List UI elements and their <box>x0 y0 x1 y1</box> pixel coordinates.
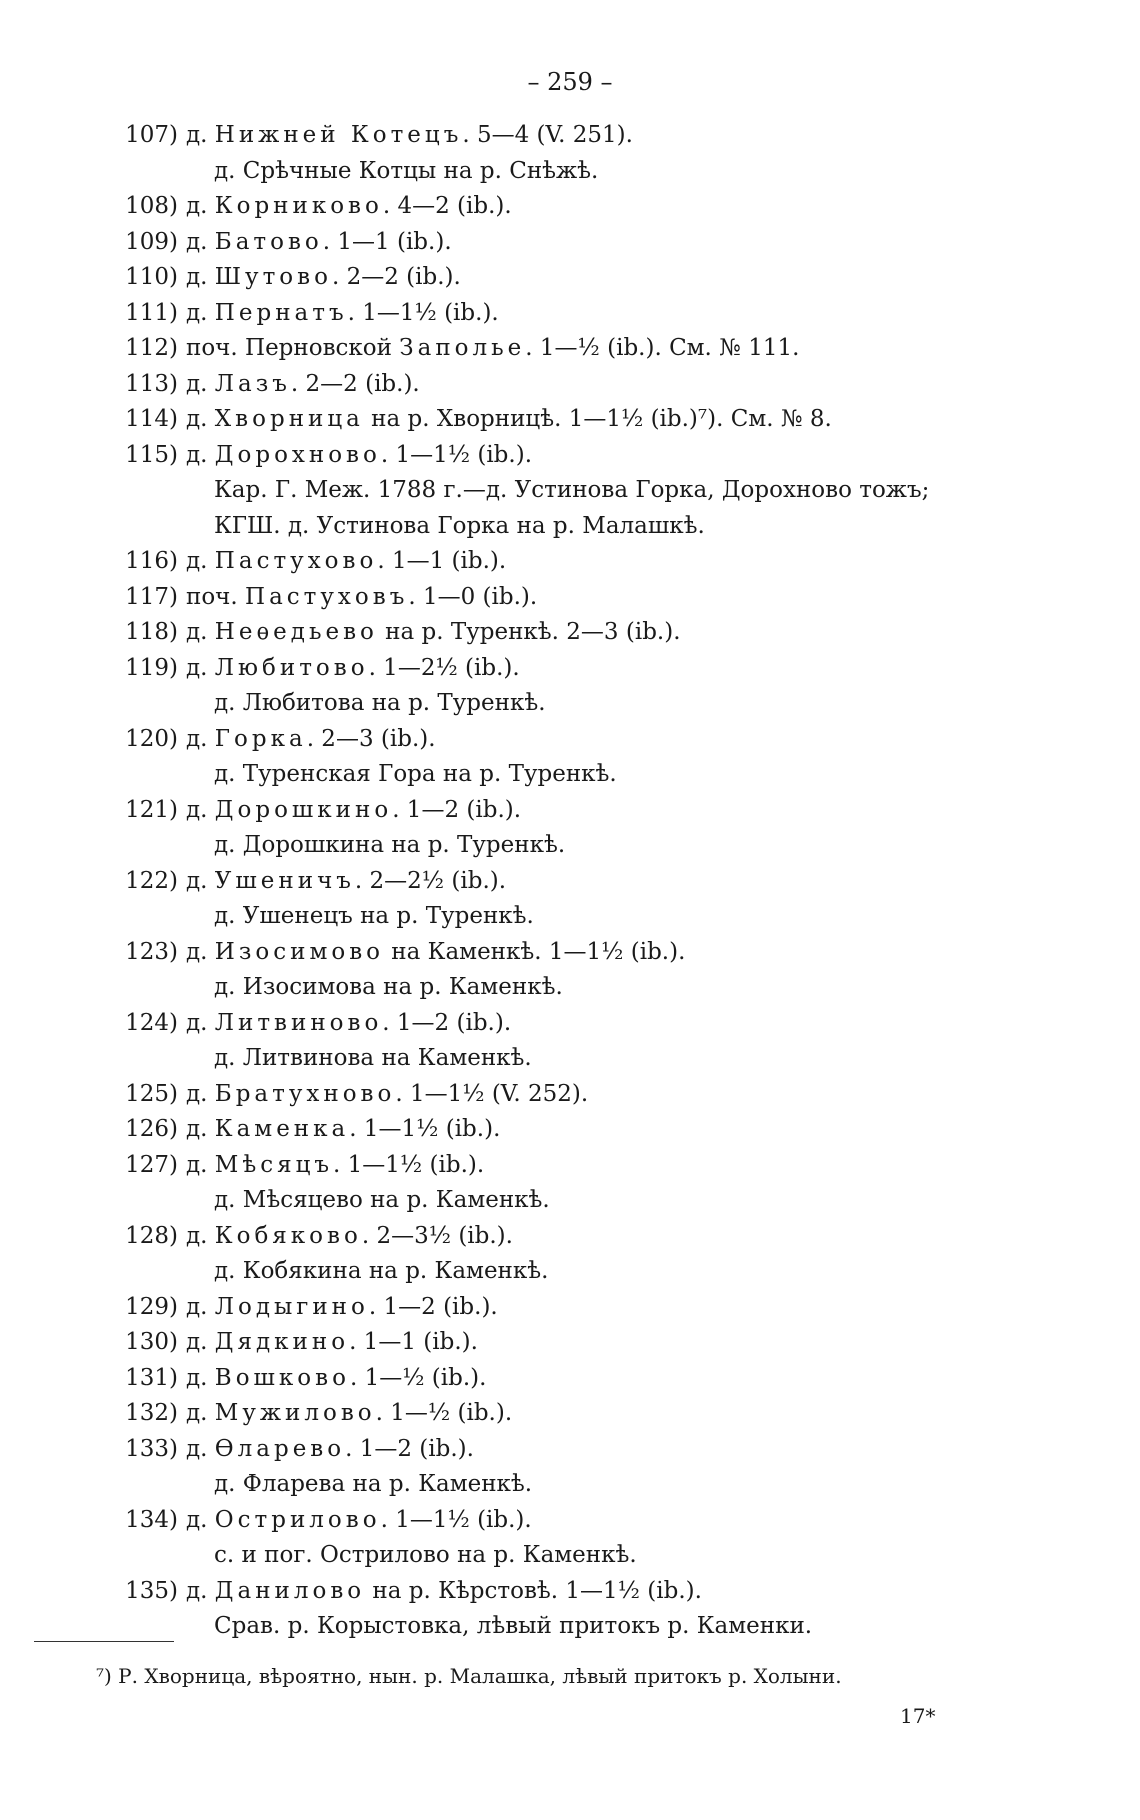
entry-place-name: Хворница <box>214 406 364 432</box>
entry-text <box>186 296 499 332</box>
entry-line <box>0 509 1140 545</box>
entry-number: 125) <box>125 1080 178 1107</box>
entry-text <box>186 1077 588 1113</box>
entry-text <box>186 260 461 296</box>
entry-line <box>0 1148 1140 1184</box>
entry-prefix: д. <box>186 299 215 326</box>
entry-line <box>0 757 1140 793</box>
entry-details: . 1—2 (ib.). <box>392 796 522 823</box>
entry-list <box>0 118 1140 1645</box>
entry-details: на р. Кѣрстовѣ. 1—1½ (ib.). <box>365 1577 702 1604</box>
entry-place-name: Пастухово <box>214 548 378 574</box>
entry-text <box>186 1325 478 1361</box>
entry-number: 132) <box>125 1400 178 1426</box>
entry-text <box>186 1503 532 1539</box>
entry-number: 129) <box>125 1293 178 1320</box>
entry-details: . 2—3 (ib.). <box>306 725 436 752</box>
entry-number: 121) <box>125 796 178 823</box>
entry-text <box>186 544 506 580</box>
entry-text <box>186 864 506 900</box>
entry-number: 119) <box>125 654 178 681</box>
entry-details: . 2—3½ (ib.). <box>361 1222 513 1249</box>
entry-details: . 1—½ (ib.). <box>375 1400 513 1426</box>
entry-prefix: поч. Перновской <box>186 335 400 361</box>
entry-number: 130) <box>125 1329 178 1355</box>
entry-text <box>186 189 512 225</box>
entry-prefix: д. <box>186 406 215 432</box>
entry-place-name: Корниково <box>214 193 383 219</box>
entry-text <box>214 1609 812 1645</box>
entry-number: 128) <box>125 1222 178 1249</box>
entry-prefix: д. <box>186 441 215 468</box>
entry-line <box>0 970 1140 1006</box>
entry-place-name: Изосимово <box>214 938 384 965</box>
entry-details: . 1—1½ (ib.). <box>333 1151 485 1178</box>
entry-place-name: Дядкино <box>214 1329 350 1355</box>
signature-mark: 17* <box>900 1704 936 1728</box>
entry-details: на р. Туренкѣ. 2—3 (ib.). <box>377 619 681 645</box>
entry-text <box>186 935 685 971</box>
entry-place-name: Острилово <box>214 1506 381 1533</box>
entry-text <box>186 1006 511 1042</box>
entry-line <box>0 1325 1140 1361</box>
entry-place-name: Лодыгино <box>214 1293 369 1320</box>
entry-line <box>0 1183 1140 1219</box>
entry-prefix: д. <box>186 1151 215 1178</box>
entry-details: с. и пог. Острилово на р. Каменкѣ. <box>214 1542 637 1568</box>
entry-text <box>186 1219 513 1255</box>
entry-line <box>0 1361 1140 1397</box>
entry-prefix: д. <box>186 1009 215 1036</box>
entry-text <box>214 473 929 509</box>
entry-prefix: д. <box>186 1400 215 1426</box>
entry-line <box>0 1112 1140 1148</box>
entry-prefix: д. <box>186 1116 215 1142</box>
entry-details: . 1—1½ (ib.). <box>380 441 532 468</box>
entry-line <box>0 686 1140 722</box>
entry-place-name: Дорохново <box>214 441 381 468</box>
entry-place-name: Литвиново <box>214 1009 383 1036</box>
entry-text <box>186 722 436 758</box>
entry-details: КГШ. д. Устинова Горка на р. Малашкѣ. <box>214 512 705 539</box>
entry-prefix: д. <box>186 725 215 752</box>
entry-text <box>214 1183 550 1219</box>
entry-text <box>186 402 832 438</box>
entry-number: 124) <box>125 1009 178 1036</box>
entry-number: 111) <box>125 299 178 326</box>
footnote: ⁷) Р. Хворница, вѣроятно, нын. р. Малашка, лѣвый притокъ р. Холыни. <box>96 1664 842 1688</box>
entry-details: . 1—1 (ib.). <box>349 1329 478 1355</box>
entry-line <box>0 899 1140 935</box>
entry-number: 110) <box>125 264 178 290</box>
entry-place-name: Пернатъ <box>214 299 348 326</box>
entry-line <box>0 1609 1140 1645</box>
entry-text <box>214 1041 532 1077</box>
entry-text <box>186 1361 486 1397</box>
entry-details: . 1—0 (ib.). <box>408 583 538 610</box>
entry-line <box>0 189 1140 225</box>
entry-prefix: д. <box>186 1222 215 1249</box>
entry-line <box>0 1538 1140 1574</box>
entry-details: д. Фларева на р. Каменкѣ. <box>214 1471 533 1497</box>
entry-prefix: д. <box>186 619 215 645</box>
entry-details: д. Кобякина на р. Каменкѣ. <box>214 1258 549 1284</box>
entry-number: 134) <box>125 1506 178 1533</box>
entry-line <box>0 1219 1140 1255</box>
entry-prefix: д. <box>186 370 215 397</box>
entry-place-name: Ѳларево <box>214 1435 346 1462</box>
entry-details: . 1—1½ (V. 252). <box>395 1080 589 1107</box>
entry-place-name: Горка <box>214 725 307 752</box>
entry-prefix: д. <box>186 193 215 219</box>
entry-details: . 1—2½ (ib.). <box>368 654 520 681</box>
entry-number: 126) <box>125 1116 178 1142</box>
entry-line <box>0 1254 1140 1290</box>
entry-number: 114) <box>125 406 178 432</box>
entry-place-name: Дорошкино <box>214 796 393 823</box>
entry-line <box>0 438 1140 474</box>
entry-line <box>0 1396 1140 1432</box>
entry-line <box>0 1503 1140 1539</box>
entry-line <box>0 473 1140 509</box>
entry-details: д. Туренская Гора на р. Туренкѣ. <box>214 761 617 787</box>
entry-details: Срав. р. Корыстовка, лѣвый притокъ р. Каменки. <box>214 1613 813 1639</box>
entry-text <box>214 1538 637 1574</box>
entry-text <box>186 1396 512 1432</box>
entry-place-name: Кобяково <box>214 1222 362 1249</box>
entry-line <box>0 864 1140 900</box>
entry-number: 133) <box>125 1435 178 1462</box>
entry-details: д. Литвинова на Каменкѣ. <box>214 1045 532 1071</box>
entry-text <box>214 1254 548 1290</box>
entry-text <box>186 1112 500 1148</box>
entry-text <box>186 1574 702 1610</box>
entry-place-name: Ушеничъ <box>214 867 355 894</box>
entry-place-name: Каменка <box>214 1116 350 1142</box>
entry-details: . 1—½ (ib.). См. № 111. <box>525 335 800 361</box>
entry-prefix: д. <box>186 122 215 148</box>
entry-place-name: Шутово <box>214 264 332 290</box>
entry-text <box>186 367 420 403</box>
entry-number: 109) <box>125 228 178 255</box>
page-number: – 259 – <box>527 68 613 96</box>
entry-details: на р. Хворницѣ. 1—1½ (ib.)⁷). См. № 8. <box>363 406 832 432</box>
entry-details: . 2—2 (ib.). <box>331 264 461 290</box>
entry-place-name: Вошково <box>214 1364 350 1391</box>
entry-details: . 1—1½ (ib.). <box>380 1506 532 1533</box>
entry-line <box>0 1077 1140 1113</box>
entry-prefix: д. <box>186 796 215 823</box>
entry-line <box>0 828 1140 864</box>
entry-prefix: д. <box>186 654 215 681</box>
entry-number: 107) <box>125 122 178 148</box>
entry-line <box>0 580 1140 616</box>
entry-line <box>0 1432 1140 1468</box>
entry-place-name: Пастуховъ <box>245 583 409 610</box>
entry-line <box>0 935 1140 971</box>
entry-number: 115) <box>125 441 178 468</box>
entry-details: д. Любитова на р. Туренкѣ. <box>214 690 546 716</box>
entry-prefix: д. <box>186 264 215 290</box>
entry-place-name: Батово <box>214 228 323 255</box>
entry-line <box>0 296 1140 332</box>
entry-line <box>0 651 1140 687</box>
entry-number: 113) <box>125 370 178 397</box>
entry-details: . 1—2 (ib.). <box>382 1009 512 1036</box>
entry-line <box>0 615 1140 651</box>
entry-number: 108) <box>125 193 178 219</box>
entry-text <box>186 793 521 829</box>
entry-place-name: Мѣсяцъ <box>214 1151 334 1178</box>
entry-text <box>214 509 705 545</box>
entry-place-name: Нижней Котецъ <box>214 122 463 148</box>
entry-prefix: поч. <box>186 583 246 610</box>
entry-line <box>0 1467 1140 1503</box>
entry-line <box>0 260 1140 296</box>
entry-details: . 5—4 (V. 251). <box>462 122 633 148</box>
entry-line <box>0 1574 1140 1610</box>
entry-number: 122) <box>125 867 178 894</box>
entry-prefix: д. <box>186 228 215 255</box>
entry-text <box>214 154 598 190</box>
entry-text <box>186 225 452 261</box>
entry-prefix: д. <box>186 1435 215 1462</box>
entry-place-name: Заполье <box>399 335 526 361</box>
entry-text <box>186 1432 474 1468</box>
entry-number: 131) <box>125 1364 178 1391</box>
entry-text <box>186 438 532 474</box>
entry-number: 127) <box>125 1151 178 1178</box>
entry-details: на Каменкѣ. 1—1½ (ib.). <box>384 938 686 965</box>
entry-line <box>0 331 1140 367</box>
entry-place-name: Братухново <box>214 1080 396 1107</box>
entry-number: 118) <box>125 619 178 645</box>
entry-line <box>0 1041 1140 1077</box>
entry-text <box>214 1467 532 1503</box>
entry-text <box>186 118 633 154</box>
entry-details: . 1—1½ (ib.). <box>347 299 499 326</box>
entry-text <box>186 580 537 616</box>
entry-details: . 1—½ (ib.). <box>349 1364 487 1391</box>
entry-number: 117) <box>125 583 178 610</box>
entry-details: . 1—1½ (ib.). <box>349 1116 501 1142</box>
entry-text <box>214 757 617 793</box>
entry-text <box>186 615 681 651</box>
entry-text <box>214 828 565 864</box>
entry-details: Кар. Г. Меж. 1788 г.—д. Устинова Горка, Дорохново тожъ; <box>214 477 930 503</box>
entry-details: д. Дорошкина на р. Туренкѣ. <box>214 832 566 858</box>
entry-line <box>0 793 1140 829</box>
entry-details: . 4—2 (ib.). <box>382 193 512 219</box>
entry-line <box>0 1290 1140 1326</box>
entry-details: . 1—2 (ib.). <box>368 1293 498 1320</box>
entry-prefix: д. <box>186 1329 215 1355</box>
entry-details: . 2—2½ (ib.). <box>354 867 507 894</box>
entry-details: д. Мѣсяцево на р. Каменкѣ. <box>214 1187 550 1213</box>
entry-line <box>0 722 1140 758</box>
entry-prefix: д. <box>186 1293 215 1320</box>
entry-line <box>0 154 1140 190</box>
entry-details: . 2—2 (ib.). <box>290 370 420 397</box>
entry-text <box>214 899 534 935</box>
entry-line <box>0 544 1140 580</box>
entry-line <box>0 225 1140 261</box>
entry-text <box>186 331 799 367</box>
entry-prefix: д. <box>186 1364 215 1391</box>
entry-place-name: Лазъ <box>214 370 291 397</box>
entry-details: д. Срѣчные Котцы на р. Снѣжѣ. <box>214 157 599 184</box>
entry-prefix: д. <box>186 867 215 894</box>
entry-place-name: Данилово <box>214 1577 366 1604</box>
entry-place-name: Любитово <box>214 654 369 681</box>
footnote-divider <box>34 1641 174 1642</box>
entry-line <box>0 367 1140 403</box>
entry-place-name: Неѳедьево <box>214 619 378 645</box>
entry-place-name: Мужилово <box>214 1400 376 1426</box>
entry-prefix: д. <box>186 1506 215 1533</box>
entry-prefix: д. <box>186 1577 215 1604</box>
entry-details: д. Ушенецъ на р. Туренкѣ. <box>214 903 534 929</box>
entry-line <box>0 1006 1140 1042</box>
entry-details: . 1—1 (ib.). <box>322 228 452 255</box>
entry-text <box>186 1148 484 1184</box>
entry-line <box>0 118 1140 154</box>
entry-number: 120) <box>125 725 178 752</box>
entry-text <box>186 1290 498 1326</box>
entry-details: . 1—1 (ib.). <box>377 548 507 574</box>
entry-number: 135) <box>125 1577 178 1604</box>
entry-details: д. Изосимова на р. Каменкѣ. <box>214 974 563 1000</box>
entry-prefix: д. <box>186 938 215 965</box>
entry-text <box>214 970 563 1006</box>
entry-number: 112) <box>125 335 178 361</box>
entry-text <box>186 651 520 687</box>
entry-text <box>214 686 546 722</box>
entry-prefix: д. <box>186 1080 215 1107</box>
entry-details: . 1—2 (ib.). <box>345 1435 474 1462</box>
entry-number: 116) <box>125 548 178 574</box>
entry-number: 123) <box>125 938 178 965</box>
entry-prefix: д. <box>186 548 215 574</box>
entry-line <box>0 402 1140 438</box>
